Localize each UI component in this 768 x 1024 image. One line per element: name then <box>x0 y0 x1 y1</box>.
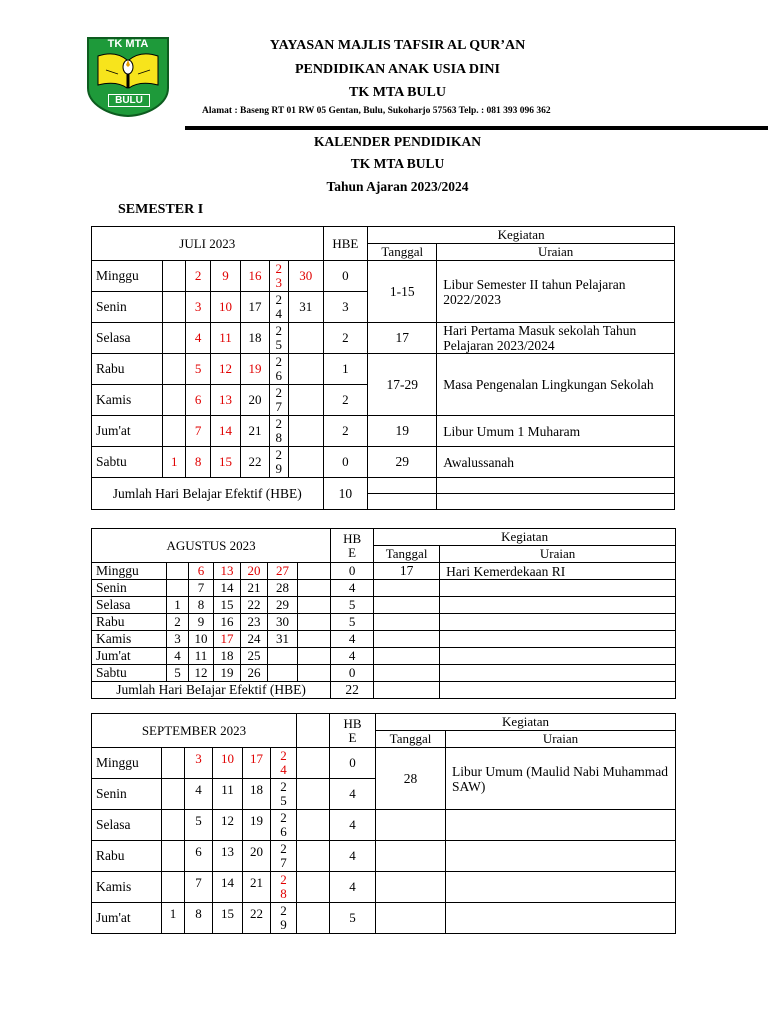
date-cell: 19 <box>243 810 271 841</box>
kegiatan-header: Kegiatan <box>368 227 675 244</box>
date-cell: 8 <box>189 597 214 614</box>
date-cell: 4 <box>167 648 189 665</box>
kegiatan-header: Kegiatan <box>374 529 676 546</box>
date-cell <box>297 779 330 810</box>
date-cell: 11 <box>210 323 240 354</box>
date-cell <box>288 354 323 385</box>
day-label: Selasa <box>92 597 167 614</box>
date-cell: 8 <box>185 903 213 934</box>
activity-desc <box>440 665 676 682</box>
school-address: Alamat : Baseng RT 01 RW 05 Gentan, Bulu, Sukoharjo 57563 Telp. : 081 393 096 362 <box>202 106 551 116</box>
date-cell: 4 <box>186 323 210 354</box>
activity-desc: Libur Semester II tahun Pelajaran 2022/2023 <box>437 261 675 323</box>
date-cell: 4 <box>185 779 213 810</box>
date-cell <box>163 323 186 354</box>
date-cell <box>288 447 323 478</box>
activity-desc <box>446 872 676 903</box>
date-cell: 1 <box>163 447 186 478</box>
day-label: Senin <box>92 779 162 810</box>
empty-cell <box>368 494 437 510</box>
date-cell: 29 <box>268 597 298 614</box>
date-cell <box>298 580 331 597</box>
activity-desc: Awalussanah <box>437 447 675 478</box>
doc-subtitle: TK MTA BULU <box>350 156 445 171</box>
hbe-value: 2 <box>323 385 368 416</box>
activity-desc <box>440 580 676 597</box>
logo-bottom-text: BULU <box>108 94 150 107</box>
day-label: Kamis <box>92 872 162 903</box>
activity-desc <box>440 648 676 665</box>
date-cell <box>298 631 331 648</box>
date-cell: 2 5 <box>269 323 288 354</box>
august-calendar-table <box>91 528 676 699</box>
month-title: JULI 2023 <box>92 227 324 261</box>
activity-date: 1-15 <box>368 261 437 323</box>
date-cell: 20 <box>241 563 268 580</box>
school-name: TK MTA BULU <box>349 85 446 100</box>
day-label: Sabtu <box>92 665 167 682</box>
date-cell <box>167 580 189 597</box>
empty-cell <box>297 714 330 748</box>
date-cell: 10 <box>189 631 214 648</box>
date-cell: 16 <box>241 261 269 292</box>
date-cell: 22 <box>241 597 268 614</box>
day-label: Senin <box>92 580 167 597</box>
date-cell: 3 <box>167 631 189 648</box>
date-cell: 2 3 <box>269 261 288 292</box>
day-label: Minggu <box>92 261 163 292</box>
hbe-value: 4 <box>330 779 376 810</box>
date-cell <box>298 597 331 614</box>
date-cell: 24 <box>241 631 268 648</box>
date-cell <box>162 810 185 841</box>
activity-desc <box>446 841 676 872</box>
hbe-value: 5 <box>331 614 374 631</box>
date-cell: 18 <box>241 323 269 354</box>
date-cell <box>163 292 186 323</box>
activity-date <box>374 648 440 665</box>
header-divider <box>185 126 768 130</box>
date-cell: 17 <box>214 631 241 648</box>
unit-name: PENDIDIKAN ANAK USIA DINI <box>295 62 500 77</box>
month-title: SEPTEMBER 2023 <box>92 714 297 748</box>
date-cell <box>163 354 186 385</box>
date-cell: 6 <box>185 841 213 872</box>
date-cell: 2 7 <box>269 385 288 416</box>
date-cell: 1 <box>167 597 189 614</box>
date-cell: 18 <box>214 648 241 665</box>
hbe-value: 4 <box>330 841 376 872</box>
date-cell <box>288 385 323 416</box>
day-label: Rabu <box>92 354 163 385</box>
semester-label: SEMESTER I <box>118 202 204 217</box>
date-cell: 13 <box>214 563 241 580</box>
hbe-header: HBE <box>323 227 368 261</box>
date-cell: 11 <box>189 648 214 665</box>
activity-date: 17 <box>368 323 437 354</box>
activity-date: 17 <box>374 563 440 580</box>
hbe-value: 5 <box>330 903 376 934</box>
uraian-header: Uraian <box>437 244 675 261</box>
activity-desc <box>440 631 676 648</box>
date-cell: 30 <box>288 261 323 292</box>
date-cell <box>297 872 330 903</box>
hbe-value: 0 <box>330 748 376 779</box>
date-cell: 14 <box>213 872 243 903</box>
uraian-header: Uraian <box>440 546 676 563</box>
date-cell: 11 <box>213 779 243 810</box>
day-label: Jum'at <box>92 416 163 447</box>
school-logo <box>86 36 170 118</box>
date-cell: 23 <box>241 614 268 631</box>
date-cell: 28 <box>268 580 298 597</box>
date-cell: 2 4 <box>271 748 297 779</box>
date-cell: 2 7 <box>271 841 297 872</box>
day-label: Kamis <box>92 385 163 416</box>
activity-date: 17-29 <box>368 354 437 416</box>
date-cell: 7 <box>186 416 210 447</box>
day-label: Sabtu <box>92 447 163 478</box>
date-cell: 19 <box>214 665 241 682</box>
date-cell: 7 <box>189 580 214 597</box>
tanggal-header: Tanggal <box>368 244 437 261</box>
activity-desc <box>440 614 676 631</box>
date-cell: 30 <box>268 614 298 631</box>
date-cell: 21 <box>243 872 271 903</box>
empty-cell <box>374 682 440 699</box>
date-cell: 21 <box>241 580 268 597</box>
hbe-header: HB E <box>330 714 376 748</box>
day-label: Jum'at <box>92 648 167 665</box>
hbe-value: 0 <box>323 261 368 292</box>
date-cell: 27 <box>268 563 298 580</box>
uraian-header: Uraian <box>446 731 676 748</box>
date-cell <box>167 563 189 580</box>
tanggal-header: Tanggal <box>374 546 440 563</box>
day-label: Jum'at <box>92 903 162 934</box>
hbe-value: 5 <box>331 597 374 614</box>
hbe-value: 2 <box>323 323 368 354</box>
empty-cell <box>368 478 437 494</box>
hbe-value: 4 <box>331 580 374 597</box>
hbe-value: 4 <box>331 648 374 665</box>
day-label: Minggu <box>92 563 167 580</box>
date-cell <box>268 648 298 665</box>
date-cell: 13 <box>210 385 240 416</box>
date-cell <box>297 903 330 934</box>
date-cell: 12 <box>189 665 214 682</box>
date-cell: 5 <box>185 810 213 841</box>
date-cell: 5 <box>186 354 210 385</box>
date-cell <box>298 665 331 682</box>
date-cell: 17 <box>243 748 271 779</box>
kegiatan-header: Kegiatan <box>376 714 676 731</box>
activity-date <box>376 810 446 841</box>
day-label: Senin <box>92 292 163 323</box>
activity-desc: Libur Umum 1 Muharam <box>437 416 675 447</box>
activity-desc <box>440 597 676 614</box>
total-label: Jumlah Hari BeIajar Efektif (HBE) <box>92 682 331 699</box>
date-cell: 22 <box>243 903 271 934</box>
day-label: Selasa <box>92 323 163 354</box>
date-cell: 20 <box>243 841 271 872</box>
date-cell: 2 6 <box>269 354 288 385</box>
date-cell <box>162 779 185 810</box>
activity-date <box>374 614 440 631</box>
date-cell: 3 <box>186 292 210 323</box>
doc-title: KALENDER PENDIDIKAN <box>314 134 481 149</box>
date-cell: 8 <box>186 447 210 478</box>
logo-top-text: TK MTA <box>107 38 149 50</box>
date-cell: 21 <box>241 416 269 447</box>
activity-date <box>374 665 440 682</box>
hbe-value: 1 <box>323 354 368 385</box>
hbe-value: 0 <box>331 563 374 580</box>
date-cell: 2 6 <box>271 810 297 841</box>
date-cell: 9 <box>210 261 240 292</box>
date-cell: 2 <box>167 614 189 631</box>
activity-date <box>376 903 446 934</box>
hbe-value: 4 <box>331 631 374 648</box>
date-cell: 22 <box>241 447 269 478</box>
date-cell: 12 <box>210 354 240 385</box>
date-cell: 2 9 <box>271 903 297 934</box>
date-cell: 15 <box>213 903 243 934</box>
empty-cell <box>437 478 675 494</box>
activity-desc: Hari Kemerdekaan RI <box>440 563 676 580</box>
total-value: 10 <box>323 478 368 510</box>
activity-date <box>376 872 446 903</box>
date-cell: 1 <box>162 903 185 934</box>
date-cell: 7 <box>185 872 213 903</box>
date-cell <box>163 416 186 447</box>
date-cell <box>288 416 323 447</box>
empty-cell <box>437 494 675 510</box>
date-cell: 19 <box>241 354 269 385</box>
date-cell <box>297 810 330 841</box>
date-cell <box>163 385 186 416</box>
date-cell: 2 8 <box>271 872 297 903</box>
day-label: Minggu <box>92 748 162 779</box>
hbe-value: 3 <box>323 292 368 323</box>
org-name: YAYASAN MAJLIS TAFSIR AL QUR’AN <box>269 38 526 53</box>
date-cell: 31 <box>268 631 298 648</box>
date-cell: 31 <box>288 292 323 323</box>
hbe-value: 2 <box>323 416 368 447</box>
date-cell <box>298 648 331 665</box>
date-cell: 18 <box>243 779 271 810</box>
date-cell: 2 4 <box>269 292 288 323</box>
date-cell: 2 8 <box>269 416 288 447</box>
activity-date <box>376 841 446 872</box>
doc-year: Tahun Ajaran 2023/2024 <box>326 179 469 194</box>
activity-date: 19 <box>368 416 437 447</box>
day-label: Rabu <box>92 614 167 631</box>
date-cell <box>298 563 331 580</box>
hbe-value: 0 <box>323 447 368 478</box>
date-cell <box>162 748 185 779</box>
date-cell: 2 9 <box>269 447 288 478</box>
total-label: Jumlah Hari Belajar Efektif (HBE) <box>92 478 324 510</box>
date-cell: 12 <box>213 810 243 841</box>
day-label: Kamis <box>92 631 167 648</box>
date-cell <box>288 323 323 354</box>
activity-date <box>374 631 440 648</box>
day-label: Rabu <box>92 841 162 872</box>
date-cell <box>268 665 298 682</box>
date-cell: 17 <box>241 292 269 323</box>
hbe-value: 4 <box>330 810 376 841</box>
empty-cell <box>440 682 676 699</box>
date-cell: 14 <box>210 416 240 447</box>
date-cell: 20 <box>241 385 269 416</box>
date-cell: 6 <box>189 563 214 580</box>
date-cell: 10 <box>213 748 243 779</box>
date-cell: 26 <box>241 665 268 682</box>
month-title: AGUSTUS 2023 <box>92 529 331 563</box>
date-cell: 2 5 <box>271 779 297 810</box>
date-cell: 15 <box>210 447 240 478</box>
date-cell: 25 <box>241 648 268 665</box>
activity-desc: Libur Umum (Maulid Nabi Muhammad SAW) <box>446 748 676 810</box>
date-cell <box>163 261 186 292</box>
activity-date <box>374 580 440 597</box>
date-cell <box>298 614 331 631</box>
tanggal-header: Tanggal <box>376 731 446 748</box>
date-cell: 6 <box>186 385 210 416</box>
date-cell: 15 <box>214 597 241 614</box>
activity-date <box>374 597 440 614</box>
date-cell <box>297 748 330 779</box>
date-cell: 10 <box>210 292 240 323</box>
activity-desc: Masa Pengenalan Lingkungan Sekolah <box>437 354 675 416</box>
date-cell <box>162 841 185 872</box>
date-cell: 2 <box>186 261 210 292</box>
september-calendar-table <box>91 713 676 934</box>
date-cell: 13 <box>213 841 243 872</box>
activity-desc <box>446 903 676 934</box>
hbe-header: HB E <box>331 529 374 563</box>
date-cell: 5 <box>167 665 189 682</box>
activity-date: 29 <box>368 447 437 478</box>
activity-desc: Hari Pertama Masuk sekolah Tahun Pelajaran 2023/2024 <box>437 323 675 354</box>
activity-date: 28 <box>376 748 446 810</box>
date-cell: 9 <box>189 614 214 631</box>
date-cell: 16 <box>214 614 241 631</box>
july-calendar-table <box>91 226 675 510</box>
date-cell: 3 <box>185 748 213 779</box>
hbe-value: 4 <box>330 872 376 903</box>
hbe-value: 0 <box>331 665 374 682</box>
date-cell <box>297 841 330 872</box>
date-cell: 14 <box>214 580 241 597</box>
activity-desc <box>446 810 676 841</box>
date-cell <box>162 872 185 903</box>
day-label: Selasa <box>92 810 162 841</box>
total-value: 22 <box>331 682 374 699</box>
